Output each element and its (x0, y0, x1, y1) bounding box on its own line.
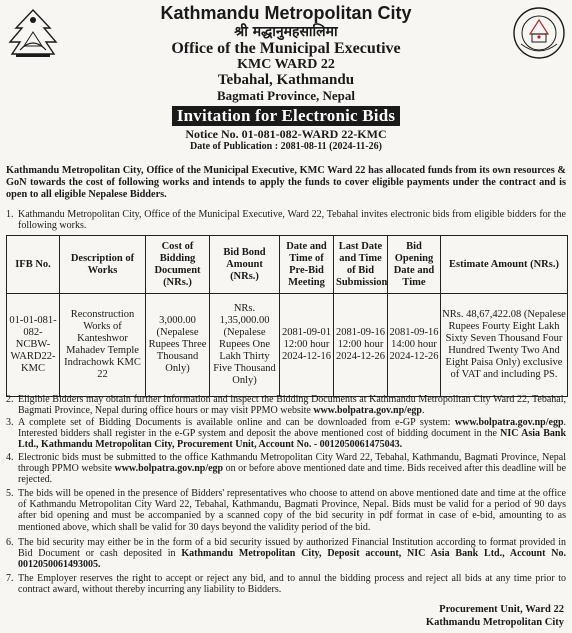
col-header-estimate: Estimate Amount (NRs.) (441, 236, 568, 294)
footer-city: Kathmandu Metropolitan City (425, 617, 564, 628)
list-item-5: 5. The bids will be opened in the presence of Bidders' representatives who choose to attend on above mentioned date and time at the office of Kathmandu Metropolitan City Ward 22, Tebahal, Kathmandu, Bagmati Province, Nepal. Bids must be valid for a period of 90 days after bid opening and must be accompanied by a scanned copy of the bid security in pdf format in case of e-bid, amounting to as mentioned above, which shall be valid for 30 days beyond the validity period of the bid. (6, 488, 566, 533)
header (70, 3, 502, 153)
col-header-cost: Cost of Bidding Document (NRs.) (146, 236, 210, 294)
egp-link[interactable]: www.bolpatra.gov.np/egp (454, 417, 564, 428)
bank-account-deposit: Kathmandu Metropolitan City, Deposit account, NIC Asia Bank Ltd., Account No. 0012050061493005. (18, 548, 566, 571)
province-line: Bagmati Province, Nepal (216, 88, 356, 103)
notice-number: Notice No. 01-081-082-WARD 22-KMC (185, 127, 387, 141)
list-item-7: 7. The Employer reserves the right to accept or reject any bid, and to annul the bidding process and reject all bids at any time prior to contract award, without thereby incurring any liability to Bidders. (6, 573, 566, 596)
table-header-row (7, 236, 568, 294)
bid-table (6, 235, 568, 397)
col-header-ifb: IFB No. (7, 236, 60, 294)
cell-cost: 3,000.00 (Nepalese Rupees Three Thousand Only) (146, 294, 210, 397)
publication-date: Date of Publication : 2081-08-11 (2024-11-26) (190, 141, 382, 152)
cell-bond: NRs. 1,35,000.00 (Nepalese Rupees One Lakh Thirty Five Thousand Only) (210, 294, 280, 397)
cell-prebid: 2081-09-01 12:00 hour 2024-12-16 (280, 294, 334, 397)
procurement-unit: Procurement Unit, Ward 22 (439, 604, 564, 615)
col-header-opening: Bid Opening Date and Time (388, 236, 441, 294)
cell-description: Reconstruction Works of Kanteshwor Mahadev Temple Indrachowk KMC 22 (60, 294, 146, 397)
col-header-lastdate: Last Date and Time of Bid Submission (334, 236, 388, 294)
office-title: Office of the Municipal Executive (171, 40, 401, 57)
list-item-3: 3. A complete set of Bidding Documents is available online and can be downloaded from e-GP system: www.bolpatra.gov.np/egp. Interested bidders shall register in the e-GP system and deposit the above mentioned cost of bidding document in the NIC Asia Bank Ltd., Kathmandu Metropolitan City, Procurement Unit, Account No. - 0012050061475043. (6, 417, 567, 451)
table-row (7, 294, 568, 397)
signature-block (426, 603, 564, 629)
list-item-2: 2. Eligible Bidders may obtain further information and inspect the Bidding Documents at Kathmandu Metropolitan City Ward 22, Tebahal, Bagmati Province, Nepal during office hours or may visit PPMO website www.bolpatra.gov.np/egp. (6, 394, 566, 417)
cell-opening: 2081-09-16 14:00 hour 2024-12-26 (388, 294, 441, 397)
list-item-1: 1. Kathmandu Metropolitan City, Office of the Municipal Executive, Ward 22, Tebahal invites electronic bids from eligible bidders for the following works. (6, 209, 566, 232)
city-title: Kathmandu Metropolitan City (160, 3, 412, 23)
address-line: Tebahal, Kathmandu (217, 72, 355, 88)
invitation-banner: Invitation for Electronic Bids (172, 106, 400, 126)
col-header-bond: Bid Bond Amount (NRs.) (210, 236, 280, 294)
kmc-seal-logo (512, 6, 566, 60)
cell-ifb: 01-01-081-082-NCBW-WARD22-KMC (7, 294, 60, 397)
cell-estimate: NRs. 48,67,422.08 (Nepalese Rupees Fourty Eight Lakh Sixty Seven Thousand Four Hundred Twenty Two And Eight Paisa Only) exclusive of VAT and including PS. (441, 294, 568, 397)
intro-paragraph: Kathmandu Metropolitan City, Office of the Municipal Executive, KMC Ward 22 has allocated funds from its own resources & GoN towards the cost of following works and intends to apply the funds to cover eligible payments under the contract and is open to all eligible Nepalese Bidders. (6, 165, 566, 200)
nepali-title: श्री मद्धानुमहसालिमा (234, 24, 338, 40)
col-header-description: Description of Works (60, 236, 146, 294)
ppmo-link[interactable]: www.bolpatra.gov.np/egp (313, 405, 422, 417)
bank-account-procurement: NIC Asia Bank Ltd., Kathmandu Metropolitan City, Procurement Unit, Account No. - 0012050061475043. (18, 428, 566, 451)
col-header-prebid: Date and Time of Pre-Bid Meeting (280, 236, 334, 294)
submission-link[interactable]: www.bolpatra.gov.np/egp (114, 463, 224, 475)
list-item-6: 6. The bid security may either be in the form of a bid security issued by authorized Financial Institution according to format provided in Bid Document or cash deposited in Kathmandu Metropolitan City, Deposit account, NIC Asia Bank Ltd., Account No. 0012050061493005. (6, 537, 566, 571)
nepal-emblem-logo (6, 6, 60, 60)
ward-title: KMC WARD 22 (237, 57, 335, 72)
cell-lastdate: 2081-09-16 12:00 hour 2024-12-26 (334, 294, 388, 397)
list-item-4: 4. Electronic bids must be submitted to the office Kathmandu Metropolitan City Ward 22, Tebahal, Kathmandu, Bagmati Province, Nepal through PPMO website www.bolpatra.gov.np/egp on or before above mentioned date and time. Bids received after this deadline will be rejected. (6, 452, 567, 486)
